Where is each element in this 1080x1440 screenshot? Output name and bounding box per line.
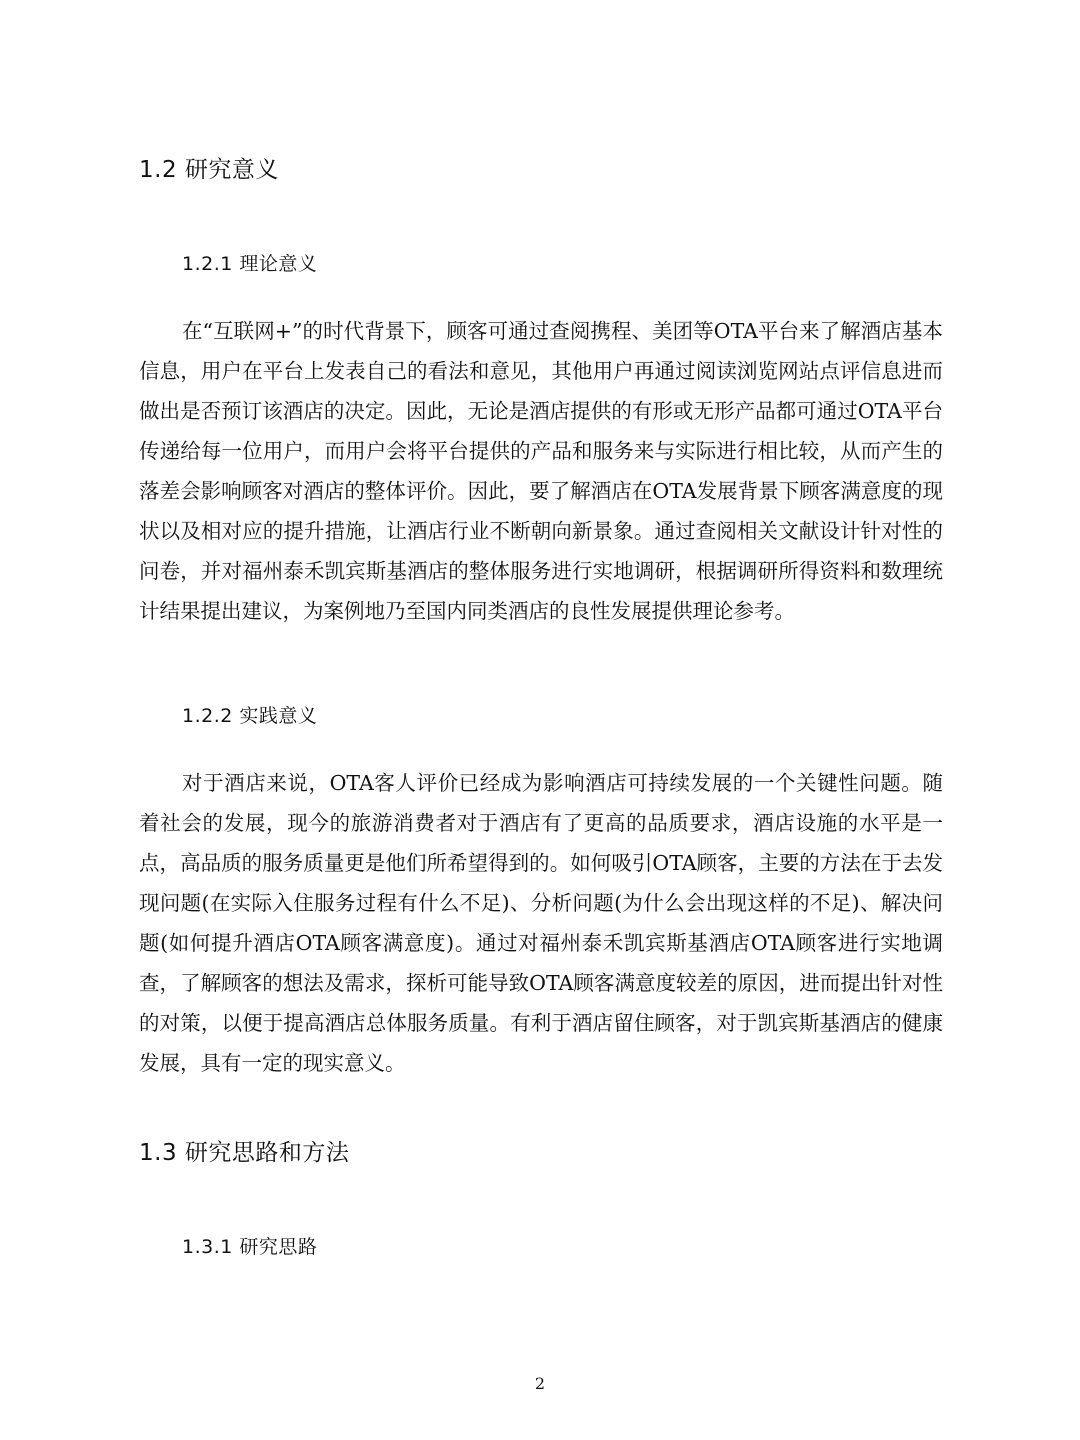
- subsection-heading-1-3-1: 1.3.1 研究思路: [182, 1236, 318, 1258]
- paragraph-theoretical-significance: 在“互联网+”的时代背景下，顾客可通过查阅携程、美团等OTA平台来了解酒店基本信息，用户在平台上发表自己的看法和意见，其他用户再通过阅读浏览网站点评信息进而做出是否预订该酒店的决定。因此，无论是酒店提供的有形或无形产品都可通过OTA平台传递给每一位用户，而用户会将平台提供的产品和服务来与实际进行相比较，从而产生的落差会影响顾客对酒店的整体评价。因此，要了解酒店在OTA发展背景下顾客满意度的现状以及相对应的提升措施，让酒店行业不断朝向新景象。通过查阅相关文献设计针对性的问卷，并对福州泰禾凯宾斯基酒店的整体服务进行实地调研，根据调研所得资料和数理统计结果提出建议，为案例地乃至国内同类酒店的良性发展提供理论参考。: [139, 319, 943, 623]
- subsection-heading-1-2-1: 1.2.1 理论意义: [182, 253, 318, 275]
- section-heading-1-3: 1.3 研究思路和方法: [139, 1140, 350, 1166]
- paragraph-practical-significance: 对于酒店来说，OTA客人评价已经成为影响酒店可持续发展的一个关键性问题。随着社会的发展，现今的旅游消费者对于酒店有了更高的品质要求，酒店设施的水平是一点，高品质的服务质量更是他们所希望得到的。如何吸引OTA顾客，主要的方法在于去发现问题(在实际入住服务过程有什么不足)、分析问题(为什么会出现这样的不足)、解决问题(如何提升酒店OTA顾客满意度)。通过对福州泰禾凯宾斯基酒店OTA顾客进行实地调查，了解顾客的想法及需求，探析可能导致OTA顾客满意度较差的原因，进而提出针对性的对策，以便于提高酒店总体服务质量。有利于酒店留住顾客，对于凯宾斯基酒店的健康发展，具有一定的现实意义。: [139, 771, 943, 1075]
- subsection-heading-1-2-2: 1.2.2 实践意义: [182, 705, 318, 727]
- page-number: 2: [534, 1374, 546, 1393]
- section-heading-1-2: 1.2 研究意义: [139, 157, 279, 183]
